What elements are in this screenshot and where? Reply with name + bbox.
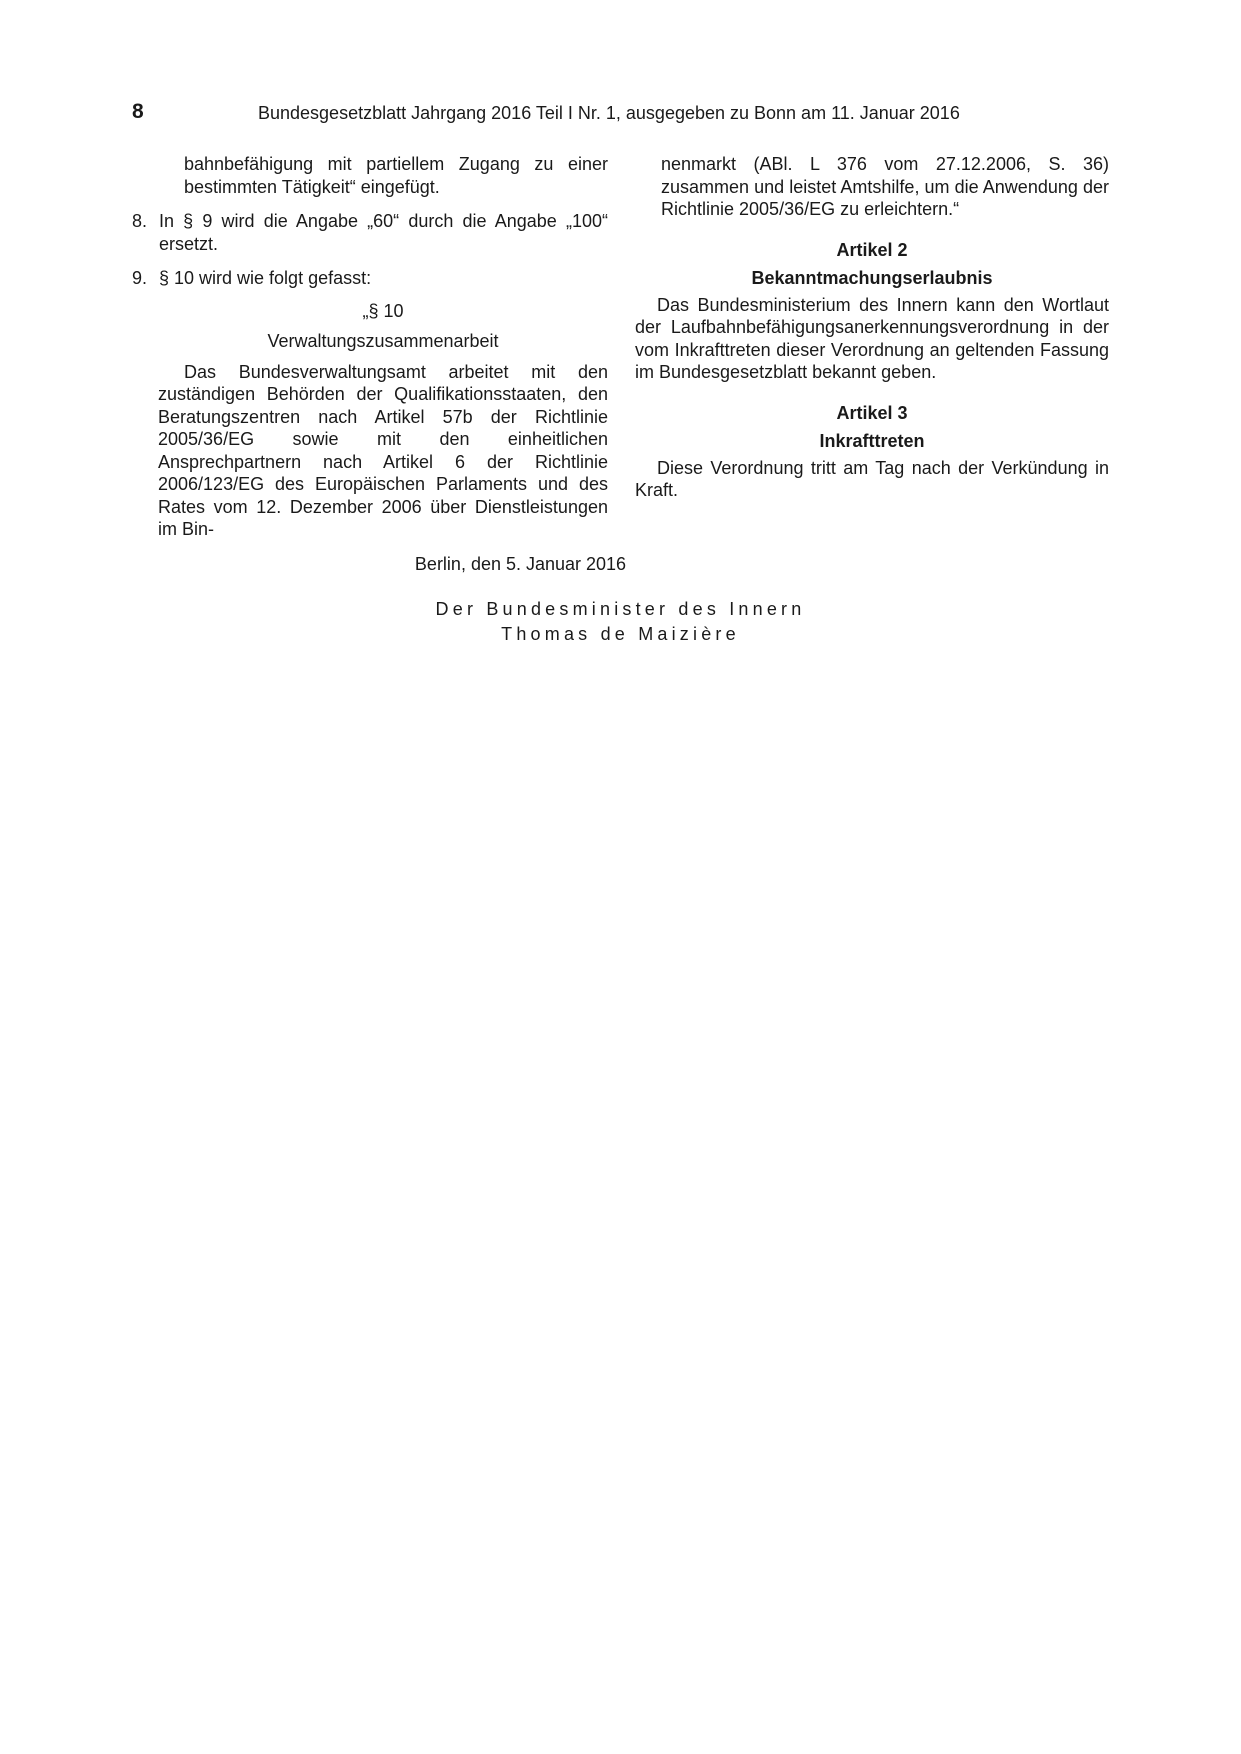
right-column bbox=[635, 153, 1109, 502]
list-item bbox=[132, 210, 608, 255]
signature-name: Thomas de Maizière bbox=[501, 624, 740, 644]
list-item-text: § 10 wird wie folgt gefasst: bbox=[159, 268, 372, 288]
section-title: Verwaltungszusammenarbeit bbox=[267, 331, 499, 351]
running-header: Bundesgesetzblatt Jahrgang 2016 Teil I Nr. 1, ausgegeben zu Bonn am 11. Januar 2016 bbox=[258, 103, 960, 123]
signature-official: Der Bundesminister des Innern bbox=[435, 599, 806, 619]
article-3-title: Inkrafttreten bbox=[819, 431, 925, 451]
article-2-body: Das Bundesministerium des Innern kann den Wortlaut der Laufbahnbefähigungsanerkennungsverordnung in der vom Inkrafttreten dieser Verordnung an geltenden Fassung im Bundesgesetzblatt bekannt geben. bbox=[635, 294, 1109, 382]
list-item-number: 8. bbox=[132, 211, 148, 231]
section-body: Das Bundesverwaltungsamt arbeitet mit den zuständigen Behörden der Qualifikationsstaaten, den Beratungszentren nach Artikel 57b der Richtlinie 2005/36/EG sowie mit den einheitlichen Ansprechpartnern nach Artikel 6 der Richtlinie 2006/123/EG des Europäischen Parlaments und des Rates vom 12. Dezember 2006 über Dienstleistungen im Bin- bbox=[158, 361, 608, 539]
left-continuation-text: bahnbefähigung mit partiellem Zugang zu einer bestimmten Tätigkeit“ eingefügt. bbox=[184, 154, 608, 197]
article-2-title: Bekanntmachungserlaubnis bbox=[751, 268, 993, 288]
list-item-text: In § 9 wird die Angabe „60“ durch die Angabe „100“ ersetzt. bbox=[159, 211, 608, 254]
list-item-number: 9. bbox=[132, 268, 148, 288]
section-heading: „§ 10 bbox=[362, 300, 404, 321]
signature-place-date: Berlin, den 5. Januar 2016 bbox=[414, 554, 627, 574]
page-number: 8 bbox=[132, 100, 144, 123]
right-continuation-text: nenmarkt (ABl. L 376 vom 27.12.2006, S. 36) zusammen und leistet Amtshilfe, um die Anwendung der Richtlinie 2005/36/EG zu erleichtern.“ bbox=[661, 154, 1109, 219]
article-3-label: Artikel 3 bbox=[836, 402, 908, 423]
article-3-body: Diese Verordnung tritt am Tag nach der Verkündung in Kraft. bbox=[635, 457, 1109, 500]
article-2-label: Artikel 2 bbox=[836, 239, 908, 260]
list-item bbox=[132, 267, 608, 290]
left-column bbox=[132, 153, 608, 541]
